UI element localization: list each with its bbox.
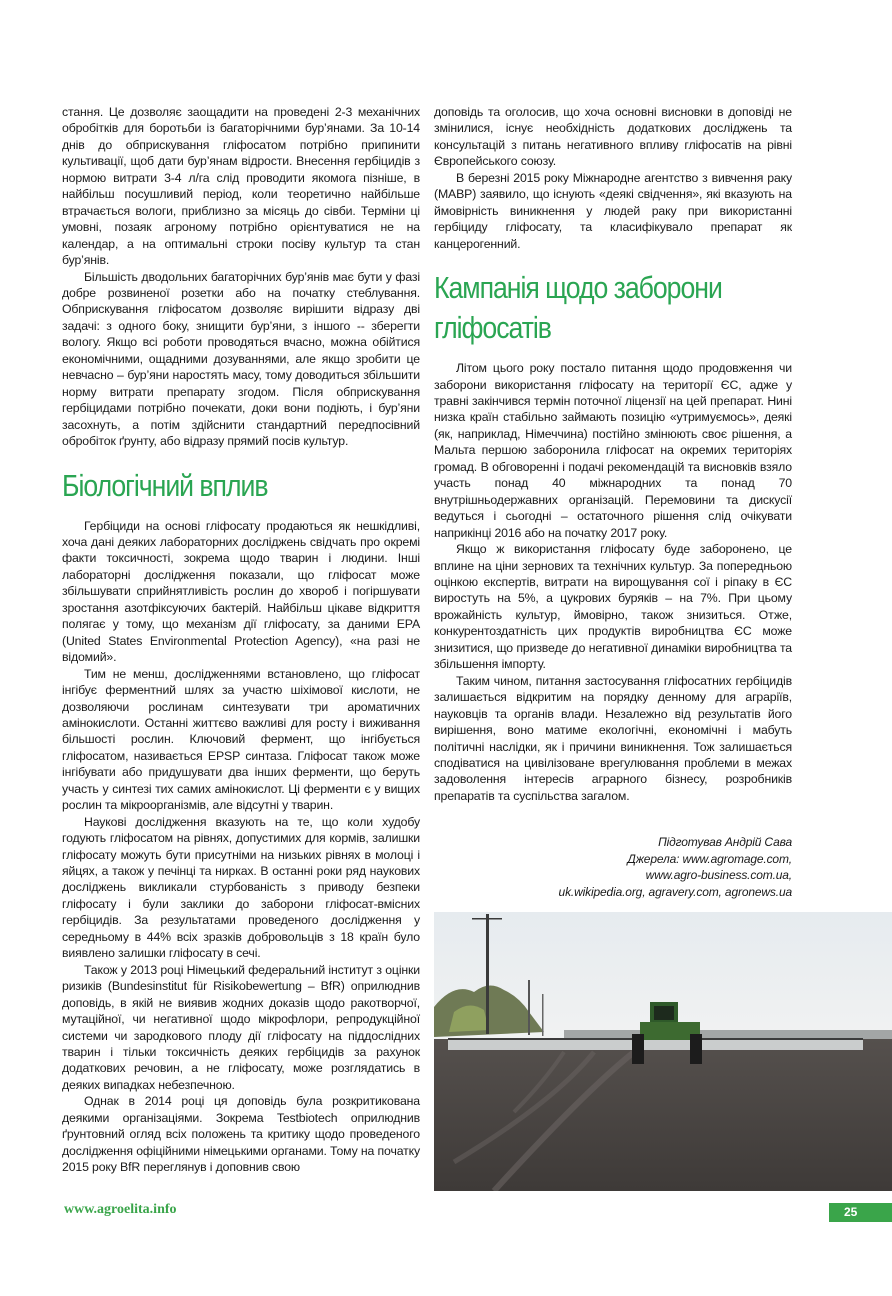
paragraph: Також у 2013 році Німецький федеральний інститут з оцінки ризиків (Bundesinstitut für Risikobewertung – BfR) оприлюднив доповідь, в якій не виявив жодних доказів щодо ракотворчої, мутаційної, чи негативної щодо мікрофлори, репродукційної системи чи зародкового плоду дії гліфосату на піддослідних тварин і тільки токсичність деяких гербіцидів за рахунок додаткових речовин, а не гліфосату, може розглядатись в деяких випадках небезпечною. (62, 962, 420, 1092)
right-column (434, 104, 792, 900)
left-column (62, 104, 420, 1176)
paragraph: доповідь та оголосив, що хоча основні висновки в доповіді не змінилися, існує необхідність додаткових досліджень та консультацій з питань негативного впливу гліфосатів на рівні Європейського союзу. (434, 105, 792, 169)
paragraph: стання. Це дозволяє заощадити на проведені 2-3 механічних обробітків для боротьби із багаторічними бур’янами. За 10-14 днів до обприскування гліфосатом потрібно припинити культивації, щоб дати бур’янам відрости. Внесення гербіцидів з нормою витрати 3-4 л/га слід проводити якомога пізніше, в найбільш посушливий період, коли теоретично найбільше втрачається вологи, приблизно за місяць до сівби. Терміни ці умовні, позаяк агроному потрібно орієнтуватися не на календар, а на оптимальні строки посіву культур та стан бур’янів. (62, 105, 420, 268)
paragraph: Однак в 2014 році ця доповідь була розкритикована деякими організаціями. Зокрема Testbiotech оприлюднив ґрунтовний огляд всіх положень та критику щодо проведеного дослідження офіційними німецькими органами. Тому на початку 2015 року BfR переглянув і доповнив свою (62, 1094, 420, 1175)
paragraph: Якщо ж використання гліфосату буде заборонено, це вплине на ціни зернових та технічних культур. За попередньою оцінкою експертів, витрати на вирощування сої і ріпаку в ЄС виростуть на 5%, а цукрових буряків – на 7%. При цьому врожайність культур, ймовірно, також знизиться. Отже, конкурентоздатність цих продуктів виробництва ЄС може знизитися, що призведе до негативної динаміки виробництва та збільшення імпорту. (434, 542, 792, 672)
paragraph: Гербіциди на основі гліфосату продаються як нешкідливі, хоча дані деяких лабораторних досліджень свідчать про окремі факти токсичності, зокрема щодо тварин і людини. Інші лабораторні дослідження показали, що гліфосат може збільшувати сприйнятливість рослин до хвороб і погіршувати зростання азотфіксуючих бактерій. Найбільш цікаве відкриття полягає у тому, що механізм дії гліфосату, за даними EPA (United States Environmental Protection Agency), «на разі не відомий». (62, 518, 420, 665)
sources-line: Джерела: www.agromage.com, (627, 851, 792, 866)
article-credits (434, 834, 792, 900)
section-heading-ban-campaign: Кампанія щодо заборони гліфосатів (434, 270, 722, 346)
sources-line: uk.wikipedia.org, agravery.com, agronews.ua (558, 884, 792, 899)
field-photo-icon (434, 912, 892, 1191)
section-heading-biological-impact: Біологічний вплив (62, 467, 268, 503)
paragraph: Наукові дослідження вказують на те, що коли худобу годують гліфосатом на рівнях, допустимих для кормів, залишки гліфосату можуть бути присутніми на низьких рівнях в молоці і яйцях, а також у печінці та нирках. В останні роки ряд наукових досліджень викликали стурбованість з приводу безпеки гліфосату і були заклики до заборони гліфосат-вмісних гербіцидів. За результатами проведеного дослідження у середньому в 44% всіх зразків добровольців з 18 країн було виявлено залишки гліфосату в сечі. (62, 814, 420, 961)
paragraph: Таким чином, питання застосування гліфосатних гербіцидів залишається відкритим на порядку денному для аграріїв, науковців та органів влади. Незалежно від результатів його вирішення, воно матиме екологічні, економічні і мабуть політичні наслідки, як і причини виникнення. Тож залишається сподіватися на цивілізоване врегулювання проблеми в межах задоволення інтересів аграрного бізнесу, розробників препаратів та суспільства загалом. (434, 673, 792, 803)
sources-line: www.agro-business.com.ua, (645, 868, 792, 883)
author-line: Підготував Андрій Сава (658, 835, 792, 850)
paragraph: Більшість дводольних багаторічних бур’янів має бути у фазі добре розвиненої розетки або на початку стеблування. Обприскування гліфосатом дозволяє вирішити відразу дві задачі: з одного боку, знищити бур’яни, з іншого -- зберегти вологу. Якщо всі роботи проводяться вчасно, можна обійтися економічними, ощадними дозуваннями, але якщо зробити це невчасно – бур’яни наростять масу, тому доводиться збільшити норму витрати препарату згодом. Після обприскування гербіцидами потрібно почекати, доки вони подіють, і бур’яни засохнуть, а потім здійснити стандартний передпосівний обробіток ґрунту, або відразу прямий посів культур. (62, 269, 420, 449)
paragraph: В березні 2015 року Міжнародне агентство з вивчення раку (МАВР) заявило, що існують «деякі свідчення», які вказують на ймовірність виникнення у людей раку при використанні гербіциду гліфосату, та класифікувало препарат як канцерогенний. (434, 170, 792, 251)
paragraph: Тим не менш, дослідженнями встановлено, що гліфосат інгібує ферментний шлях за участю шіхімової кислоти, не дозволяючи рослинам синтезувати три ароматичних амінокислоти. Останні життєво важливі для росту і виживання більшості рослин. Ключовий фермент, що інгібується гліфосатом, називається EPSP синтаза. Гліфосат також може інгібувати або придушувати два інших ферменти, що беруть участь у синтезі тих самих амінокислот. Ці ферменти є у вищих рослин та мікроорганізмів, але відсутні у тварин. (62, 666, 420, 813)
paragraph: Літом цього року постало питання щодо продовження чи заборони використання гліфосату на території ЄС, адже у травні закінчився термін поточної ліцензії на цей препарат. Нині низка країн стабільно займають позицію «утримуємось», деякі (як, наприклад, Німеччина) постійно змінюють своє рішення, а Мальта першою заборонила гліфосат на окремих територіях громад. В обговоренні і подачі рекомендацій та висновків взяло участь понад 40 міжнародних та понад 70 внутрішньодержавних організацій. Перемовини та дискусії ведуться і сьогодні – остаточного рішення слід очікувати наприкінці 2016 або на початку 2017 року. (434, 361, 792, 540)
tractor-sprayer-photo (434, 912, 892, 1191)
page-number-badge: 25 (829, 1203, 892, 1222)
footer-website-link[interactable]: www.agroelita.info (64, 1202, 177, 1217)
